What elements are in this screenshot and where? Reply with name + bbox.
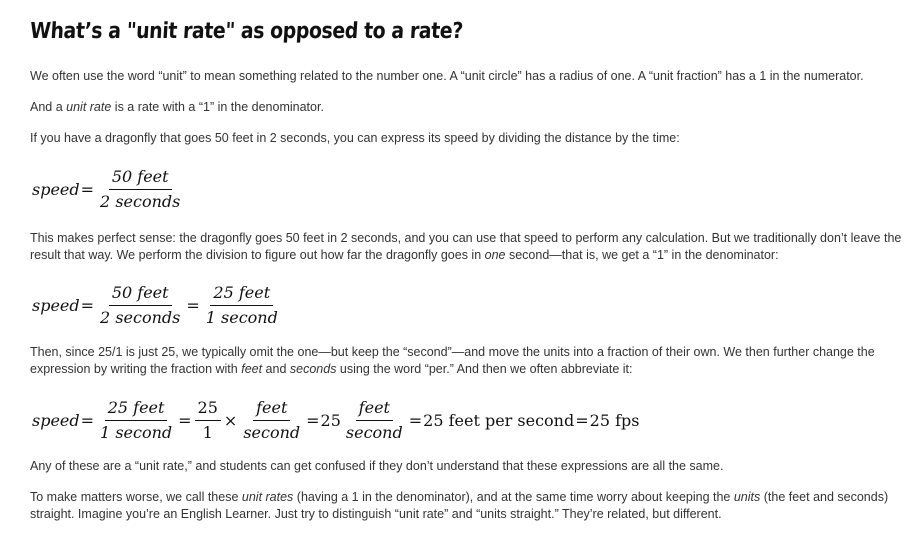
equation-speed-3 (32, 397, 639, 444)
denominator: 1 second (100, 423, 173, 442)
math-equals: = (306, 411, 320, 430)
numerator: feet (356, 397, 393, 421)
math-equals: = (80, 296, 95, 315)
denominator: 2 seconds (100, 192, 181, 211)
emphasis-one: one (484, 248, 506, 262)
numerator: 50 feet (109, 282, 172, 306)
numerator: 50 feet (109, 166, 172, 190)
emphasis-seconds: seconds (289, 362, 337, 376)
text-run: This makes perfect sense: the dragonfly goes 50 feet in 2 seconds, and you can use that speed to perform any calculation. But we traditionally don’t leave the result that way. We perform the division to figure out how far the dragonfly goes in (30, 231, 902, 262)
denominator: second (345, 423, 403, 442)
math-speed: speed (32, 411, 80, 430)
paragraph-perform-division (30, 230, 910, 264)
paragraph-matters-worse (30, 489, 910, 523)
fraction-50feet-2seconds (97, 282, 183, 329)
numerator: 25 feet (210, 282, 273, 306)
equation-speed-2 (32, 282, 283, 329)
math-equals: = (178, 411, 192, 430)
math-equals: = (575, 411, 589, 430)
text-run: (having a 1 in the denominator), and at the same time worry about keeping the (293, 490, 734, 504)
text-run: and (262, 362, 290, 376)
paragraph-students-confused: Any of these are a “unit rate,” and students can get confused if they don’t understand that these expressions are all the same. (30, 459, 724, 473)
math-equals: = (186, 296, 200, 315)
paragraph-omit-the-one (30, 344, 910, 378)
text-run: And a (30, 100, 67, 114)
numerator: 25 feet (105, 397, 168, 421)
emphasis-feet: feet (241, 362, 263, 376)
text-run: To make matters worse, we call these (30, 490, 242, 504)
fraction-25feet-1second (203, 282, 281, 329)
paragraph-unit-rate-definition (30, 99, 324, 116)
denominator: 2 seconds (100, 308, 181, 327)
numerator: 25 (195, 397, 221, 421)
math-equals: = (408, 411, 423, 430)
emphasis-units: units (733, 490, 761, 504)
fraction-25-over-1 (195, 397, 221, 444)
emphasis-unit-rates: unit rates (241, 490, 294, 504)
math-times: × (223, 411, 238, 430)
text-run: Then, since 25/1 is just 25, we typically omit the one—but keep the “second”—and move the units into a fraction of their own. We then further change the expression by writing the fraction with (30, 345, 875, 376)
denominator: second (243, 423, 301, 442)
math-25-feet-per-second: 25 feet per second (423, 411, 575, 430)
text-run: using the word “per.” And then we often abbreviate it: (336, 362, 633, 376)
math-equals: = (80, 411, 95, 430)
math-equals: = (80, 180, 95, 199)
fraction-feet-over-second (343, 397, 406, 444)
page-title: What’s a "unit rate" as opposed to a rate? (29, 19, 464, 44)
emphasis-unit-rate: unit rate (66, 100, 112, 114)
paragraph-dragonfly-example: If you have a dragonfly that goes 50 feet in 2 seconds, you can express its speed by dividing the distance by the time: (30, 131, 680, 145)
text-run: is a rate with a “1” in the denominator. (111, 100, 324, 114)
denominator: 1 second (205, 308, 278, 327)
math-coefficient: 25 (320, 411, 341, 430)
math-25-fps: 25 fps (589, 411, 640, 430)
numerator: feet (253, 397, 290, 421)
equation-speed-1 (32, 166, 185, 213)
article (29, 14, 910, 521)
text-run: second—that is, we get a “1” in the denominator: (505, 248, 779, 262)
fraction-feet-over-second (240, 397, 303, 444)
text-run: (the feet and seconds) straight. Imagine you’re an English Learner. Just try to distinguish “unit rate” and “units straight.” They’re related, but different. (30, 490, 889, 521)
math-speed: speed (32, 296, 80, 315)
paragraph-unit-meaning: We often use the word “unit” to mean something related to the number one. A “unit circle” has a radius of one. A “unit fraction” has a 1 in the numerator. (30, 69, 864, 83)
fraction-25feet-1second (97, 397, 175, 444)
fraction-50feet-2seconds (97, 166, 183, 213)
math-speed: speed (32, 180, 80, 199)
denominator: 1 (202, 423, 213, 442)
